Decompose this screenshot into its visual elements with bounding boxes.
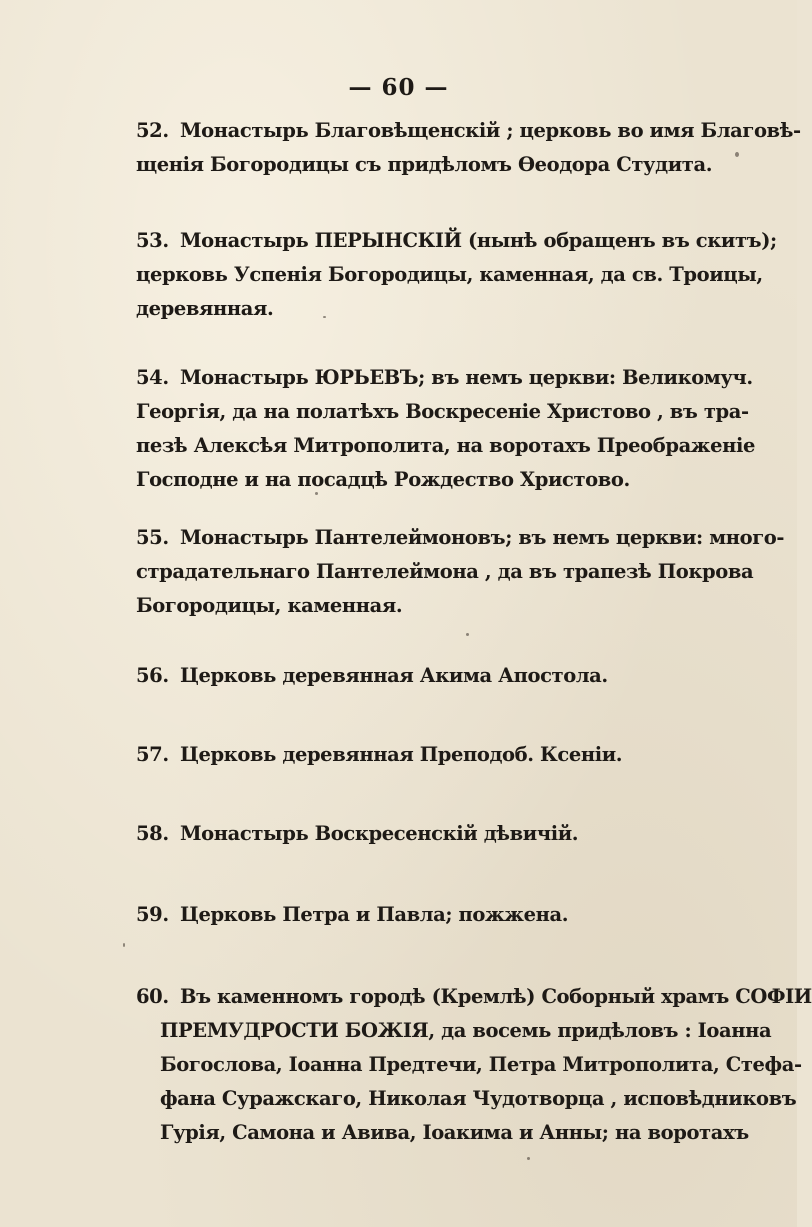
paper-speck [527,1157,530,1160]
entry-line [136,659,748,693]
entry-line [136,224,777,258]
entry-number: 60. [136,985,169,1008]
entry-line [136,980,812,1014]
entry-number: 52. [136,119,169,142]
entry-line [136,521,785,555]
entry-56 [136,659,748,693]
entry-text: Монастырь Пантелеймоновъ; въ немъ церкви: много- [180,526,785,549]
entry-57 [136,738,748,772]
entry-52 [136,114,801,182]
entry-number: 57. [136,743,169,766]
paper-speck [735,152,739,157]
entry-number: 54. [136,366,169,389]
entry-line [136,114,801,148]
paper-speck [123,943,125,947]
paper-speck [315,492,318,495]
entry-line [136,361,753,395]
entry-text: Церковь Петра и Павла; пожжена. [180,903,569,926]
entry-line: пезѣ Алексѣя Митрополита, на воротахъ Преображеніе [136,434,755,457]
entry-60 [136,980,812,1150]
entry-58 [136,817,748,851]
entry-line: Гурія, Самона и Авива, Іоакима и Анны; на воротахъ [160,1121,749,1144]
entry-number: 58. [136,822,169,845]
entry-54 [136,361,755,497]
entry-text: Церковь деревянная Преподоб. Ксеніи. [180,743,623,766]
entry-line: церковь Успенія Богородицы, каменная, да св. Троицы, [136,263,763,286]
entry-53 [136,224,777,326]
entry-line [136,738,748,772]
entry-number: 56. [136,664,169,687]
entry-59 [136,898,748,932]
entry-line: ПРЕМУДРОСТИ БОЖІЯ, да восемь придѣловъ : Іоанна [160,1019,772,1042]
entry-line: деревянная. [136,297,274,320]
entry-text: Монастырь ПЕРЫНСКІЙ (нынѣ обращенъ въ скитъ); [180,229,777,252]
entry-text: Монастырь Воскресенскій дѣвичій. [180,822,579,845]
entry-line: фана Суражскаго, Николая Чудотворца , исповѣдниковъ [160,1087,797,1110]
entry-line: Богослова, Іоанна Предтечи, Петра Митрополита, Стефа- [160,1053,802,1076]
paper-speck [323,316,326,318]
entry-text: Въ каменномъ городѣ (Кремлѣ) Соборный храмъ СОФІИ [180,985,812,1008]
entry-text: Монастырь ЮРЬЕВЪ; въ немъ церкви: Великомуч. [180,366,753,389]
entry-line: страдательнаго Пантелеймона , да въ трапезѣ Покрова [136,560,754,583]
entry-55 [136,521,785,623]
entry-line: Господне и на посадцѣ Рождество Христово. [136,468,630,491]
entry-line: щенія Богородицы съ придѣломъ Ѳеодора Студита. [136,153,713,176]
entry-line [136,898,748,932]
entry-number: 55. [136,526,169,549]
entry-text: Церковь деревянная Акима Апостола. [180,664,608,687]
entry-line: Георгія, да на полатѣхъ Воскресеніе Христово , въ тра- [136,400,749,423]
entry-number: 59. [136,903,169,926]
entry-line: Богородицы, каменная. [136,594,403,617]
entry-line [136,817,748,851]
entry-number: 53. [136,229,169,252]
paper-speck [466,633,469,636]
entry-text: Монастырь Благовѣщенскій ; церковь во имя Благовѣ- [180,119,801,142]
page-number: — 60 — [348,74,449,101]
